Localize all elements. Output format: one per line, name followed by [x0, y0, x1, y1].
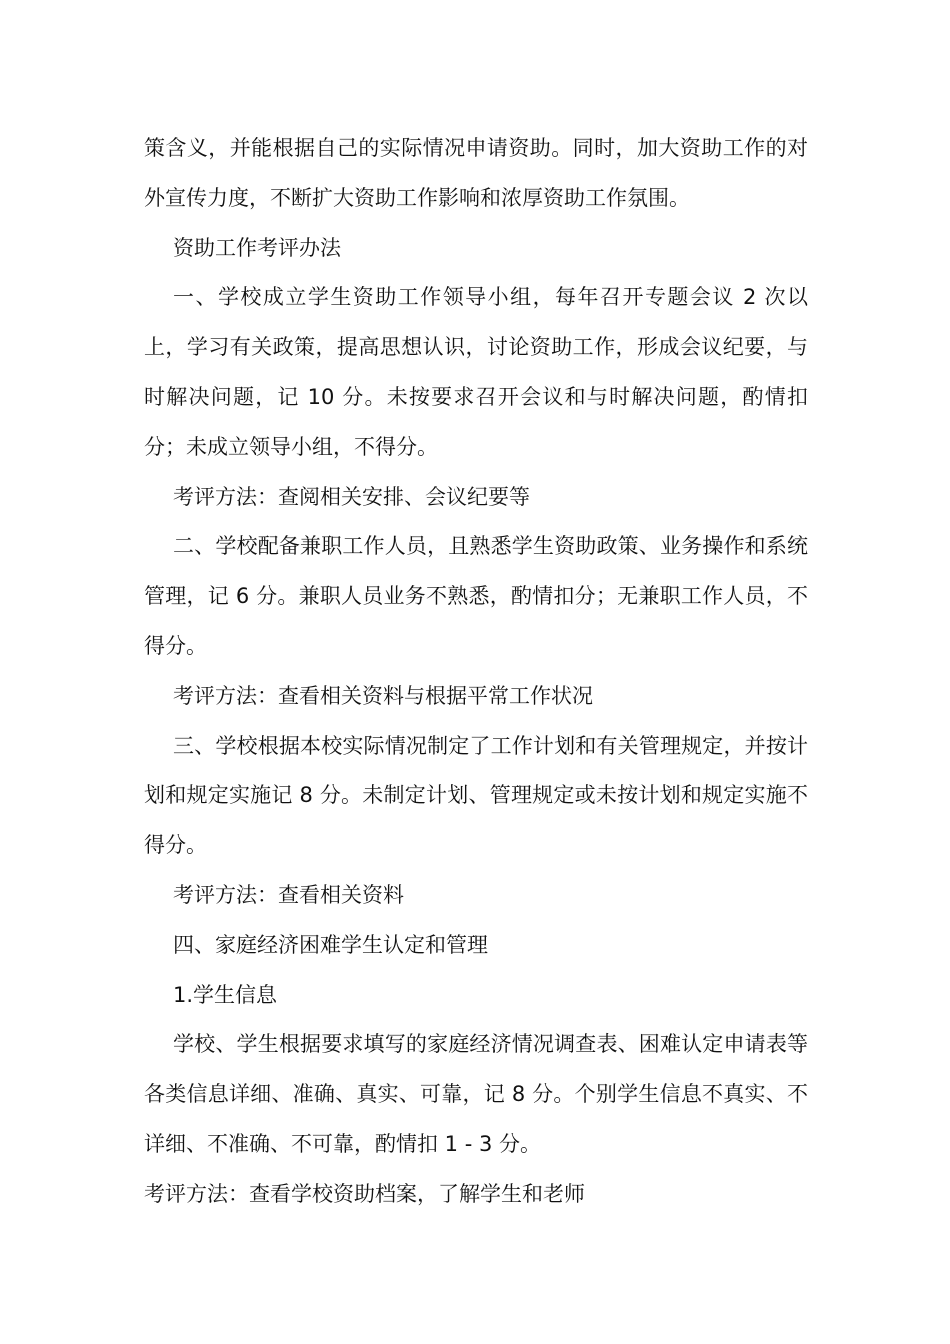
- paragraph-item-4-heading: 四、家庭经济困难学生认定和管理: [173, 932, 488, 957]
- paragraph-student-info-method: 考评方法：查看学校资助档案，了解学生和老师: [144, 1181, 585, 1206]
- paragraph-item-2-method: 考评方法：查看相关资料与根据平常工作状况: [173, 683, 593, 708]
- paragraph-item-3-method: 考评方法：查看相关资料: [173, 882, 404, 907]
- paragraph-subheading-student-info: 1.学生信息: [173, 982, 278, 1007]
- paragraph-item-3-work-plan: 三、学校根据本校实际情况制定了工作计划和有关管理规定，并按计划和规定实施记 8 分。未制定计划、管理规定或未按计划和规定实施不得分。: [144, 733, 808, 858]
- paragraph-item-1-method: 考评方法：查阅相关安排、会议纪要等: [173, 484, 530, 509]
- paragraph-heading-evaluation-method: 资助工作考评办法: [173, 235, 341, 260]
- paragraph-policy-publicity: 策含义，并能根据自己的实际情况申请资助。同时，加大资助工作的对外宣传力度，不断扩大资助工作影响和浓厚资助工作氛围。: [144, 136, 808, 210]
- paragraph-item-1-leadership-group: 一、学校成立学生资助工作领导小组，每年召开专题会议 2 次以上，学习有关政策，提高思想认识，讨论资助工作，形成会议纪要，与时解决问题，记 10 分。未按要求召开会议和与时解决问题，酌情扣分；未成立领导小组，不得分。: [144, 285, 808, 459]
- document-body: [144, 124, 808, 1220]
- paragraph-student-info-rule: 学校、学生根据要求填写的家庭经济情况调查表、困难认定申请表等各类信息详细、准确、真实、可靠，记 8 分。个别学生信息不真实、不详细、不准确、不可靠，酌情扣 1 - 3 分。: [144, 1032, 808, 1156]
- paragraph-item-2-staff: 二、学校配备兼职工作人员，且熟悉学生资助政策、业务操作和系统管理，记 6 分。兼职人员业务不熟悉，酌情扣分；无兼职工作人员，不得分。: [144, 534, 808, 658]
